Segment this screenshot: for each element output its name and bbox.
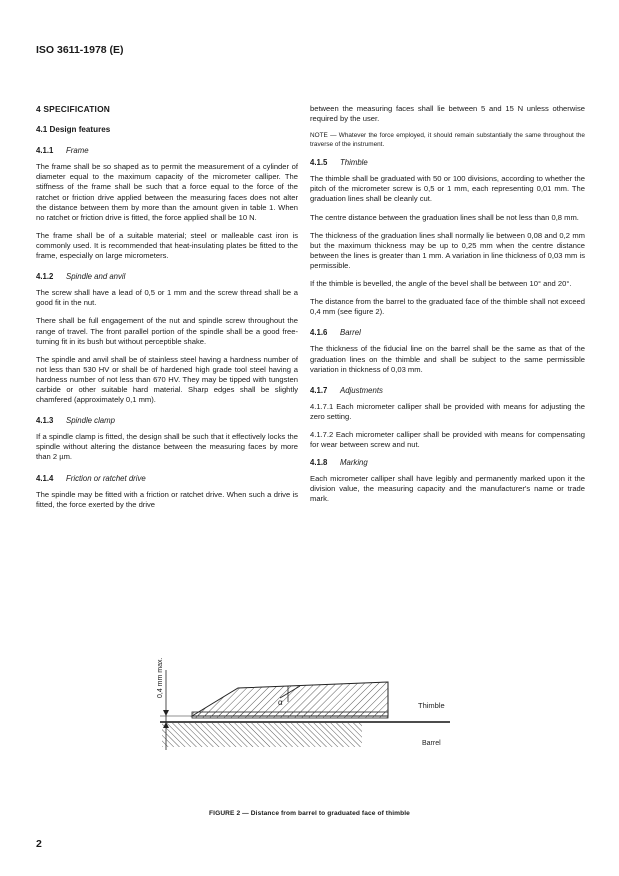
clause-4-1-4-heading: 4.1.4 Friction or ratchet drive	[36, 473, 146, 483]
document-header: ISO 3611-1978 (E)	[36, 44, 124, 56]
adjust-paragraph-2: 4.1.7.2 Each micrometer calliper shall be provided with means for compensating for wear between screw and nut.	[310, 429, 585, 450]
marking-paragraph-1: Each micrometer calliper shall have legibly and permanently marked upon it the division value, the measuring capacity and the manufacturer's name or trade mark.	[310, 474, 585, 504]
dimension-label: 0,4 mm max.	[157, 657, 164, 698]
thimble-section	[192, 682, 388, 716]
clause-4-1-2-heading: 4.1.2 Spindle and anvil	[36, 272, 126, 282]
section-heading: 4 SPECIFICATION	[36, 104, 111, 114]
frame-paragraph-2: The frame shall be of a suitable material; steel or malleable cast iron is commonly used. It is recommended that heat-insulating plates be fitted to the frame, especially on large micrometers.	[36, 230, 298, 261]
barrel-section	[162, 723, 362, 747]
spindle-paragraph-1: The screw shall have a lead of 0,5 or 1 mm and the screw thread shall be a good fit in the nut.	[36, 288, 298, 308]
frame-paragraph-1: The frame shall be so shaped as to permit the measurement of a cylinder of diameter equal to the maximum capacity of the micrometer calliper. The stiffness of the frame shall be such that a force equal to the force of the ratchet or friction drive applied between the measuring faces does not alter the distance between them by more than the amount given in table 1. When no ratchet or friction drive is fitted, the force applied shall be 10 N.	[36, 162, 298, 222]
continued-paragraph: between the measuring faces shall lie between 5 and 15 N unless otherwise required by the user.	[310, 104, 585, 124]
thimble-paragraph-3: The thickness of the graduation lines shall normally lie between 0,08 and 0,2 mm but the maximum thickness may be up to 0,25 mm when the centre distance between the lines is greater than 1 mm. A variation in line thickness of 0,03 mm is permissible.	[310, 230, 585, 270]
thimble-graduation-band	[192, 712, 388, 718]
figure-2-diagram	[150, 650, 470, 770]
clause-4-1-7-heading: 4.1.7 Adjustments	[310, 385, 383, 395]
page-number: 2	[36, 838, 42, 850]
barrel-label: Barrel	[422, 740, 441, 747]
spindle-paragraph-3: The spindle and anvil shall be of stainless steel having a hardness number of not less than 530 HV or shall be of hardened high grade tool steel having a hardness number of not less than 670 HV. They may be tipped with tungsten carbide or other suitable hard material. Sharp edges shall be slightly chamfered (approximately 0,1 mm).	[36, 354, 298, 405]
clause-4-1-5-heading: 4.1.5 Thimble	[310, 158, 368, 168]
thimble-label: Thimble	[418, 701, 445, 710]
left-column	[36, 104, 298, 518]
subsection-heading: 4.1 Design features	[36, 125, 111, 135]
adjust-paragraph-1: 4.1.7.1 Each micrometer calliper shall be provided with means for adjusting the zero setting.	[310, 401, 585, 421]
clause-4-1-6-heading: 4.1.6 Barrel	[310, 328, 361, 338]
right-column	[310, 104, 585, 513]
note-paragraph: NOTE — Whatever the force employed, it should remain substantially the same throughout the traverse of the instrument.	[310, 132, 585, 148]
thimble-paragraph-5: The distance from the barrel to the graduated face of the thimble shall not exceed 0,4 mm (see figure 2).	[310, 297, 585, 317]
spindle-paragraph-2: There shall be full engagement of the nut and spindle screw throughout the range of travel. The front parallel portion of the spindle shall be a good free-turning fit in its bush but without perceptible shake.	[36, 316, 298, 346]
thimble-paragraph-2: The centre distance between the graduation lines shall be not less than 0,8 mm.	[310, 212, 579, 222]
figure-caption: FIGURE 2 — Distance from barrel to graduated face of thimble	[209, 810, 410, 817]
clause-4-1-3-heading: 4.1.3 Spindle clamp	[36, 416, 115, 426]
angle-alpha-label: α	[278, 698, 283, 707]
clause-4-1-8-heading: 4.1.8 Marking	[310, 458, 368, 468]
clamp-paragraph-1: If a spindle clamp is fitted, the design shall be such that it effectively locks the spindle without altering the distance between the measuring faces by more than 2 µm.	[36, 432, 298, 462]
clause-4-1-1-heading: 4.1.1 Frame	[36, 146, 89, 156]
thimble-paragraph-1: The thimble shall be graduated with 50 or 100 divisions, according to whether the pitch of the micrometer screw is 0,5 or 1 mm, each representing 0,01 mm. The graduation lines shall be cleanly cut.	[310, 174, 585, 204]
barrel-paragraph-1: The thickness of the fiducial line on the barrel shall be the same as that of the graduation lines on the thimble and shall be subject to the same permissible variation in thickness of 0,03 mm.	[310, 344, 585, 374]
thimble-paragraph-4: If the thimble is bevelled, the angle of the bevel shall be between 10° and 20°.	[310, 279, 572, 289]
friction-paragraph-1: The spindle may be fitted with a friction or ratchet drive. When such a drive is fitted, the force exerted by the drive	[36, 489, 298, 509]
